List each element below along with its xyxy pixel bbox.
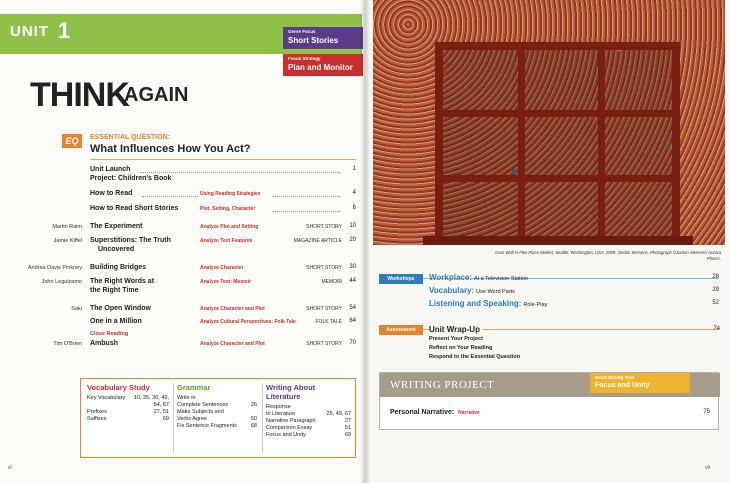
toc-skill: Plot, Setting, Character	[200, 206, 256, 212]
item-pages: 27	[344, 418, 351, 424]
toc-page: 4	[352, 190, 356, 196]
dot-leader	[142, 196, 198, 197]
toc-title: One in a Million	[90, 318, 142, 325]
page-number-left: vi	[8, 465, 12, 471]
genre-focus-value: Short Stories	[288, 36, 339, 45]
workshop-sub: Use Word Parts	[476, 289, 515, 295]
toc-title-cont: the Right Time	[90, 287, 139, 294]
eq-label: ESSENTIAL QUESTION:	[90, 134, 170, 141]
workshop-head: Listening and Speaking:	[429, 299, 522, 308]
item-label: Response	[266, 404, 291, 410]
assessment-badge: Assessment	[379, 325, 423, 335]
toc-author: Andrea Davis Pinkney	[27, 265, 82, 271]
list-item	[87, 416, 169, 423]
toc-page: 44	[349, 278, 356, 284]
workshop-workplace[interactable]	[423, 273, 719, 282]
list-item	[87, 402, 169, 409]
eq-question: What Influences How You Act?	[90, 143, 251, 155]
list-item	[177, 402, 257, 409]
list-item	[177, 423, 257, 430]
toc-skill: Analyze Text: Memoir	[200, 279, 252, 285]
assessment-item: Present Your Project	[429, 336, 483, 342]
workshop-head: Vocabulary:	[429, 286, 475, 295]
writing-project-box	[379, 372, 719, 430]
unit-label: UNIT	[10, 23, 49, 40]
book-gutter	[360, 0, 370, 483]
item-pages: 10, 25, 30, 49,	[133, 395, 169, 401]
list-item	[266, 418, 351, 425]
item-label: Prefixes	[87, 409, 107, 415]
writing-trait-value: Focus and Unity	[595, 382, 650, 389]
list-item	[87, 395, 169, 402]
focus-strategy-label: Focus Strategy	[288, 56, 321, 61]
toc-ambush[interactable]	[0, 340, 360, 351]
item-label: Write in	[177, 395, 196, 401]
toc-page: 1	[352, 166, 356, 172]
toc-skill: Analyze Text Features	[200, 238, 253, 244]
toc-skill: Using Reading Strategies	[200, 191, 261, 197]
writing-project-item-title: Personal Narrative:	[390, 409, 455, 416]
toc-bridges[interactable]	[0, 264, 360, 275]
list-item	[177, 395, 257, 402]
vocabulary-study-header: Vocabulary Study	[87, 383, 150, 392]
toc-title: How to Read	[90, 190, 133, 197]
item-label: Comparison Essay	[266, 425, 313, 431]
toc-page: 30	[349, 264, 356, 270]
toc-right-words-line2	[0, 287, 360, 298]
item-pages: 69	[344, 432, 351, 438]
grammar-column	[177, 383, 257, 430]
workshop-page: 29	[712, 287, 719, 293]
photo-caption: Gum Wall in Pike Place Market, Seattle, Washington, USA, 2009. Jordan Siemens. Photograph ©Jordan Siemens/ Aurora Photos.	[495, 250, 721, 261]
toc-title: The Right Words at	[90, 278, 155, 285]
toc-title: Building Bridges	[90, 264, 146, 271]
workshop-head: Workplace:	[429, 273, 472, 282]
list-item	[266, 411, 351, 418]
toc-experiment[interactable]	[0, 223, 360, 234]
toc-author: Jamie Kiffel	[53, 238, 82, 244]
list-item	[87, 409, 169, 416]
genre-focus-tag	[283, 27, 363, 49]
toc-skill: Analyze Character	[200, 265, 244, 271]
item-label: Narrative Paragraph	[266, 418, 316, 424]
workshop-sub: Role-Play	[523, 302, 548, 308]
toc-one-million[interactable]	[0, 318, 360, 329]
workshop-page: 28	[712, 274, 719, 280]
toc-skill: Analyze Cultural Perspectives: Folk Tale	[200, 319, 296, 325]
gum-wall-photo	[373, 0, 725, 245]
assessment-page: 74	[713, 326, 720, 332]
item-pages: 68	[250, 423, 257, 429]
dot-leader	[140, 172, 340, 173]
window-sill	[423, 236, 693, 245]
toc-page: 10	[349, 223, 356, 229]
dot-leader	[272, 196, 340, 197]
toc-page: 70	[349, 340, 356, 346]
item-pages: 26	[250, 402, 257, 408]
window-frame	[435, 42, 680, 245]
toc-title: Unit Launch	[90, 166, 131, 173]
writing-project-genre: Narrative	[458, 410, 480, 416]
toc-title-cont: Uncovered	[98, 246, 135, 253]
item-label: Fix Sentence Fragments	[177, 423, 237, 429]
list-item	[177, 409, 257, 416]
toc-author: Martin Raim	[52, 224, 82, 230]
writing-trait-label: Good Writing Trait	[595, 375, 635, 380]
unit-title-again: AGAIN	[124, 84, 189, 106]
item-label: Verbs Agree	[177, 416, 207, 422]
workshop-sub: At a Television Station	[473, 276, 528, 282]
toc-superstitions-line2	[0, 246, 360, 257]
toc-title: Project: Children's Book	[90, 175, 172, 182]
writing-project-header	[380, 373, 720, 397]
item-label: Complete Sentences	[177, 402, 229, 408]
window-mullion	[598, 50, 605, 238]
toc-genre: FOLK TALE	[315, 319, 342, 325]
toc-genre: SHORT STORY	[306, 306, 342, 312]
window-muntin	[443, 175, 672, 182]
toc-genre: MAGAZINE ARTICLE	[293, 238, 342, 244]
toc-page: 54	[349, 305, 356, 311]
toc-skill: Analyze Plot and Setting	[200, 224, 259, 230]
writing-project-title: WRITING PROJECT	[390, 379, 495, 391]
close-reading-label: Close Reading	[90, 331, 129, 337]
writing-project-item[interactable]	[390, 409, 710, 416]
eq-badge: EQ	[62, 134, 82, 148]
toc-title: Ambush	[90, 340, 118, 347]
item-label: Focus and Unity	[266, 432, 306, 438]
toc-skill: Analyze Character and Plot	[200, 306, 265, 312]
toc-how-to-read[interactable]	[0, 190, 360, 201]
column-divider	[262, 383, 263, 453]
toc-title: How to Read Short Stories	[90, 205, 179, 212]
assessment-title[interactable]: Unit Wrap-Up	[429, 325, 483, 334]
list-item	[266, 404, 351, 411]
window-muntin	[443, 110, 672, 117]
toc-genre: MEMOIR	[321, 279, 342, 285]
toc-page: 20	[349, 237, 356, 243]
toc-author: John Leguizamo	[41, 279, 82, 285]
list-item	[266, 425, 351, 432]
item-pages: 50	[250, 416, 257, 422]
focus-strategy-value: Plan and Monitor	[288, 63, 353, 72]
genre-focus-label: Genre Focus	[288, 29, 316, 34]
vocabulary-study-column	[87, 383, 169, 423]
item-label: Suffixes	[87, 416, 107, 422]
unit-number: 1	[58, 18, 71, 43]
workshop-listening[interactable]	[423, 299, 719, 308]
eq-divider	[90, 159, 356, 160]
item-pages: 51	[344, 425, 351, 431]
unit-title-think: THINK	[30, 76, 129, 114]
list-item	[177, 416, 257, 423]
workshop-vocabulary[interactable]	[423, 286, 719, 295]
right-page	[365, 0, 730, 483]
item-label: Key Vocabulary	[87, 395, 126, 401]
toc-open-window[interactable]	[0, 305, 360, 316]
item-label: Make Subjects and	[177, 409, 224, 415]
item-pages: 25, 49, 67	[326, 411, 351, 417]
toc-title: Superstitions: The Truth	[90, 237, 171, 244]
toc-project[interactable]	[0, 175, 360, 186]
grammar-header: Grammar	[177, 383, 211, 392]
toc-author: Tim O'Brien	[53, 341, 82, 347]
workshops-badge: Workshops	[379, 274, 423, 284]
toc-page: 6	[352, 205, 356, 211]
writing-project-page: 75	[703, 409, 710, 415]
skills-index-box	[80, 378, 356, 458]
column-divider	[173, 383, 174, 453]
toc-genre: SHORT STORY	[306, 341, 342, 347]
toc-author: Saki	[71, 306, 82, 312]
assessment-item: Reflect on Your Reading	[429, 345, 493, 351]
toc-title: The Open Window	[90, 305, 151, 312]
workshop-page: 52	[712, 300, 719, 306]
window-mullion	[518, 50, 525, 238]
assessment-item: Respond to the Essential Question	[429, 354, 521, 360]
item-pages: 69	[162, 416, 169, 422]
writing-column	[266, 383, 351, 439]
dot-leader	[272, 211, 340, 212]
toc-genre: SHORT STORY	[306, 265, 342, 271]
list-item	[266, 432, 351, 439]
toc-how-to-read-short[interactable]	[0, 205, 360, 216]
item-pages: 27, 51	[153, 409, 169, 415]
page-number-right: vii	[705, 465, 710, 471]
writing-trait-tag	[590, 373, 690, 393]
focus-strategy-tag	[283, 54, 363, 76]
item-label: to Literature	[266, 411, 296, 417]
writing-header: Writing About Literature	[266, 383, 316, 401]
toc-title: The Experiment	[90, 223, 143, 230]
item-pages: 54, 67	[153, 402, 169, 408]
toc-skill: Analyze Character and Plot	[200, 341, 265, 347]
toc-page: 64	[349, 318, 356, 324]
toc-genre: SHORT STORY	[306, 224, 342, 230]
